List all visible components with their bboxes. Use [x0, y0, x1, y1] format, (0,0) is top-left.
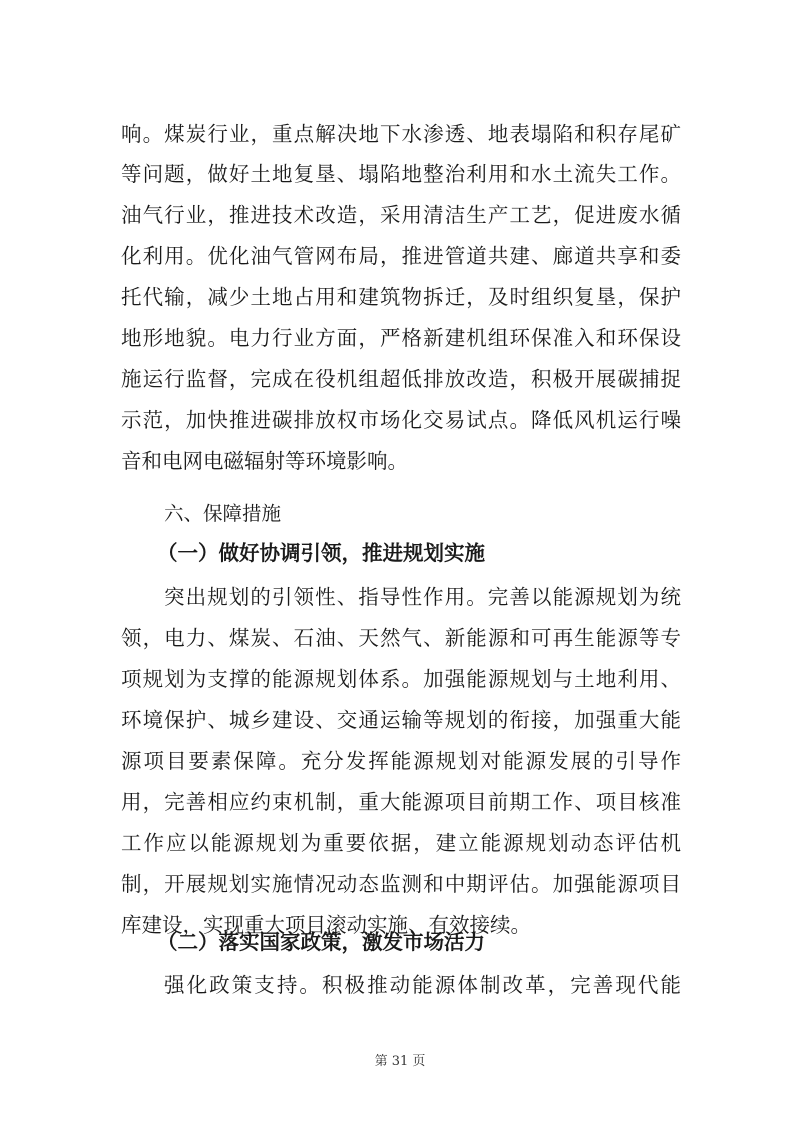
body-line: 突出规划的引领性、指导性作用。完善以能源规划为统	[164, 585, 681, 609]
subsection-heading: （二）落实国家政策，激发市场活力	[157, 930, 485, 954]
body-line: 项规划为支撑的能源规划体系。加强能源规划与土地利用、	[121, 667, 681, 691]
body-line: 示范，加快推进碳排放权市场化交易试点。降低风机运行噪	[121, 408, 681, 432]
body-line: 施运行监督，完成在役机组超低排放改造，积极开展碳捕捉	[121, 367, 681, 391]
body-line: 等问题，做好土地复垦、塌陷地整治利用和水土流失工作。	[121, 162, 681, 186]
body-line: 油气行业，推进技术改造，采用清洁生产工艺，促进废水循	[121, 203, 681, 227]
body-line: 托代输，减少土地占用和建筑物拆迁，及时组织复垦，保护	[121, 285, 681, 309]
body-line: 领，电力、煤炭、石油、天然气、新能源和可再生能源等专	[121, 626, 681, 650]
body-line: 库建设，实现重大项目滚动实施、有效接续。	[121, 913, 531, 937]
body-line: 化利用。优化油气管网布局，推进管道共建、廊道共享和委	[121, 244, 681, 268]
body-line: 用，完善相应约束机制，重大能源项目前期工作、项目核准	[121, 790, 681, 814]
body-line: 制，开展规划实施情况动态监测和中期评估。加强能源项目	[121, 872, 681, 896]
body-line: 环境保护、城乡建设、交通运输等规划的衔接，加强重大能	[121, 708, 681, 732]
subsection-heading: （一）做好协调引领，推进规划实施	[157, 541, 485, 565]
body-line: 响。煤炭行业，重点解决地下水渗透、地表塌陷和积存尾矿	[121, 122, 681, 146]
body-line: 地形地貌。电力行业方面，严格新建机组环保准入和环保设	[121, 326, 681, 350]
body-line: 音和电网电磁辐射等环境影响。	[121, 449, 408, 473]
page-number: 第 31 页	[374, 1054, 426, 1069]
section-heading: 六、保障措施	[164, 502, 282, 525]
body-line: 源项目要素保障。充分发挥能源规划对能源发展的引导作	[121, 749, 681, 773]
body-line: 强化政策支持。积极推动能源体制改革，完善现代能	[164, 973, 681, 997]
body-line: 工作应以能源规划为重要依据，建立能源规划动态评估机	[121, 831, 681, 855]
